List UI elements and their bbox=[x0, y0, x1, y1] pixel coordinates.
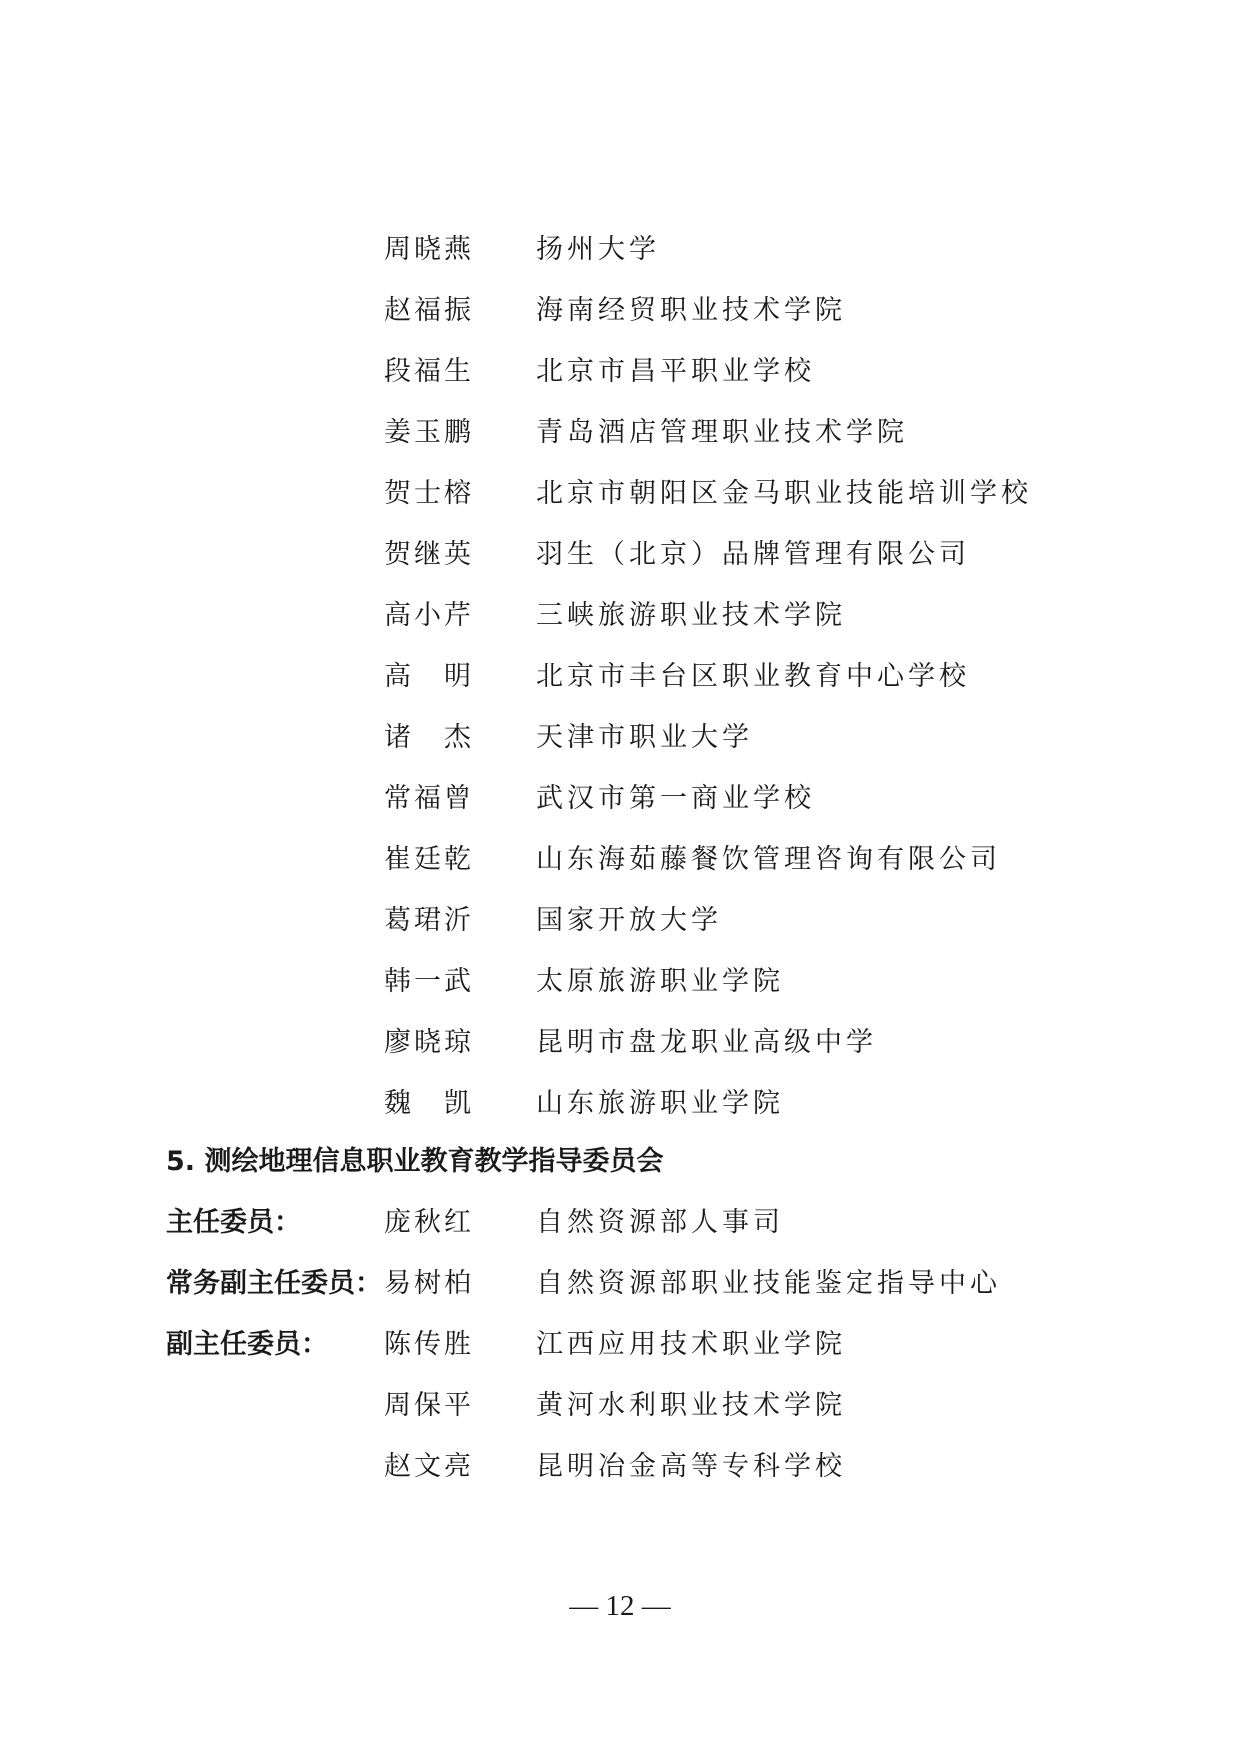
member-name: 崔廷乾 bbox=[384, 844, 474, 875]
member-name: 廖晓琼 bbox=[384, 1027, 474, 1058]
role-label-deputy: 副主任委员： bbox=[166, 1329, 328, 1360]
member-name: 陈传胜 bbox=[384, 1329, 474, 1360]
list-item bbox=[0, 472, 1240, 516]
member-org: 扬州大学 bbox=[536, 234, 660, 265]
list-item bbox=[0, 533, 1240, 577]
list-item bbox=[0, 655, 1240, 699]
member-name: 高 明 bbox=[384, 661, 474, 692]
list-item bbox=[0, 594, 1240, 638]
list-item bbox=[0, 777, 1240, 821]
list-item bbox=[0, 411, 1240, 455]
list-item bbox=[0, 1323, 1240, 1367]
section-heading: 5. 测绘地理信息职业教育教学指导委员会 bbox=[166, 1146, 664, 1177]
member-org: 山东旅游职业学院 bbox=[536, 1088, 784, 1119]
member-name: 周保平 bbox=[384, 1390, 474, 1421]
member-org: 北京市丰台区职业教育中心学校 bbox=[536, 661, 970, 692]
member-name: 庞秋红 bbox=[384, 1207, 474, 1238]
member-name: 魏 凯 bbox=[384, 1088, 474, 1119]
member-org: 青岛酒店管理职业技术学院 bbox=[536, 417, 908, 448]
list-item bbox=[0, 1021, 1240, 1065]
list-item bbox=[0, 1445, 1240, 1489]
member-org: 自然资源部职业技能鉴定指导中心 bbox=[536, 1268, 1001, 1299]
member-name: 诸 杰 bbox=[384, 722, 474, 753]
member-name: 周晓燕 bbox=[384, 234, 474, 265]
member-org: 羽生（北京）品牌管理有限公司 bbox=[536, 539, 970, 570]
member-org: 三峡旅游职业技术学院 bbox=[536, 600, 846, 631]
member-org: 武汉市第一商业学校 bbox=[536, 783, 815, 814]
list-item bbox=[0, 1201, 1240, 1245]
member-org: 江西应用技术职业学院 bbox=[536, 1329, 846, 1360]
member-name: 赵文亮 bbox=[384, 1451, 474, 1482]
member-org: 天津市职业大学 bbox=[536, 722, 753, 753]
member-org: 太原旅游职业学院 bbox=[536, 966, 784, 997]
role-label-exec-deputy: 常务副主任委员： bbox=[166, 1268, 382, 1299]
member-name: 姜玉鹏 bbox=[384, 417, 474, 448]
list-item bbox=[0, 228, 1240, 272]
member-org: 黄河水利职业技术学院 bbox=[536, 1390, 846, 1421]
member-name: 常福曾 bbox=[384, 783, 474, 814]
member-org: 昆明冶金高等专科学校 bbox=[536, 1451, 846, 1482]
member-org: 国家开放大学 bbox=[536, 905, 722, 936]
member-name: 易树柏 bbox=[384, 1268, 474, 1299]
member-name: 贺继英 bbox=[384, 539, 474, 570]
list-item bbox=[0, 289, 1240, 333]
list-item bbox=[0, 716, 1240, 760]
list-item bbox=[0, 838, 1240, 882]
member-name: 赵福振 bbox=[384, 295, 474, 326]
member-org: 海南经贸职业技术学院 bbox=[536, 295, 846, 326]
member-name: 贺士榕 bbox=[384, 478, 474, 509]
member-name: 段福生 bbox=[384, 356, 474, 387]
list-item bbox=[0, 1384, 1240, 1428]
member-org: 北京市昌平职业学校 bbox=[536, 356, 815, 387]
role-label-director: 主任委员： bbox=[166, 1207, 301, 1238]
list-item bbox=[0, 350, 1240, 394]
member-org: 自然资源部人事司 bbox=[536, 1207, 784, 1238]
member-org: 北京市朝阳区金马职业技能培训学校 bbox=[536, 478, 1032, 509]
member-org: 山东海茹藤餐饮管理咨询有限公司 bbox=[536, 844, 1001, 875]
member-org: 昆明市盘龙职业高级中学 bbox=[536, 1027, 877, 1058]
member-name: 韩一武 bbox=[384, 966, 474, 997]
member-name: 葛珺沂 bbox=[384, 905, 474, 936]
list-item bbox=[0, 899, 1240, 943]
list-item bbox=[0, 1082, 1240, 1126]
list-item bbox=[0, 1262, 1240, 1306]
member-name: 高小芹 bbox=[384, 600, 474, 631]
list-item bbox=[0, 960, 1240, 1004]
page-number: — 12 — bbox=[569, 1590, 671, 1622]
